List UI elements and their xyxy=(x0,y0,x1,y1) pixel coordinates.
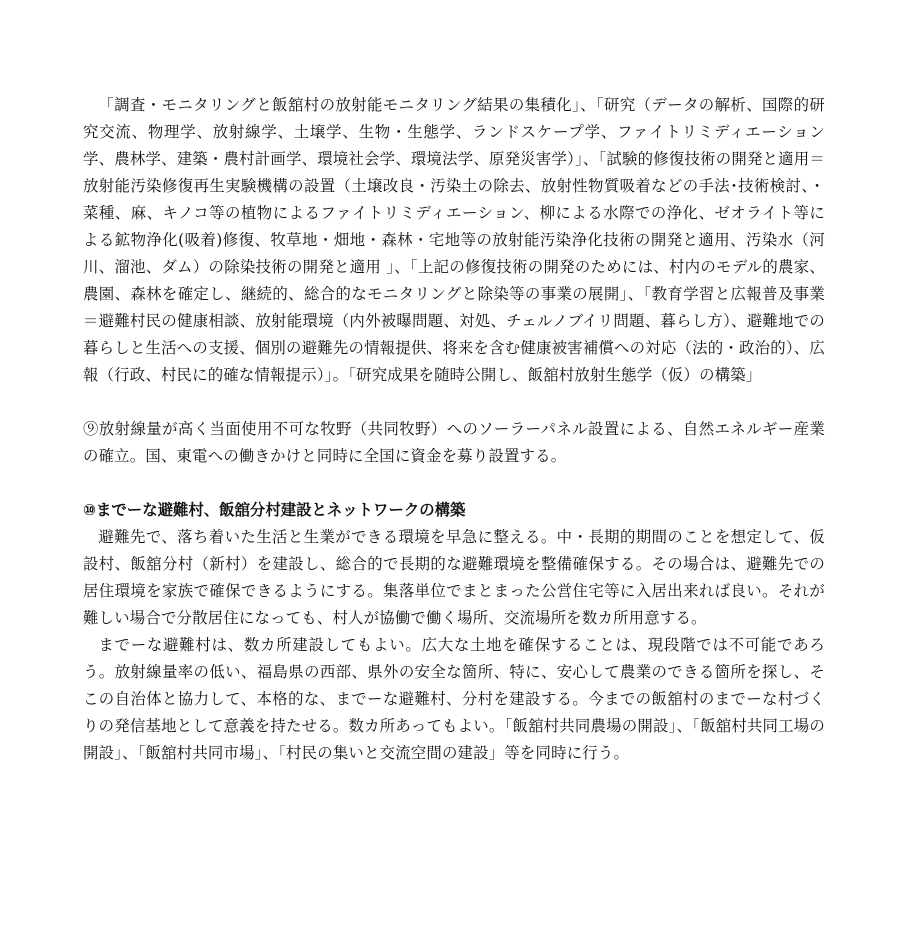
spacer xyxy=(83,470,825,497)
paragraph-item-9: ⑨放射線量が高く当面使用不可な牧野（共同牧野）へのソーラーパネル設置による、自然エネルギー産業の確立。国、東電への働きかけと同時に全国に資金を募り設置する。 xyxy=(83,420,825,465)
section-heading-10: ⑩までーな避難村、飯舘分村建設とネットワークの構築 xyxy=(83,501,466,519)
spacer xyxy=(83,389,825,416)
paragraph-research-program: 「調査・モニタリングと飯舘村の放射能モニタリング結果の集積化」、「研究（データの解析、国際的研究交流、物理学、放射線学、土壌学、生物・生態学、ランドスケープ学、ファイトリミディエーション学、農林学、建築・農村計画学、環境社会学、環境法学、原発災害学）」、「試験的修復技術の開発と適用＝放射能汚染修復再生実験機構の設置（土壌改良・汚染土の除去、放射性物質吸着などの手法･技術検討、・菜種、麻、キノコ等の植物によるファイトリミディエーション、柳による水際での浄化、ゼオライト等による鉱物浄化(吸着)修復、牧草地・畑地・森林・宅地等の放射能汚染浄化技術の開発と適用、汚染水（河川、溜池、ダム）の除染技術の開発と適用 」、「上記の修復技術の開発のためには、村内のモデル的農家、農園、森林を確定し、継続的、総合的なモニタリングと除染等の事業の展開」、「教育学習と広報普及事業＝避難村民の健康相談、放射能環境（内外被曝問題、対処、チェルノブイリ問題、暮らし方）、避難地での暮らしと生活への支援、個別の避難先の情報提供、将来を含む健康被害補償への対応（法的・政治的）、広報（行政、村民に的確な情報提示）」。「研究成果を随時公開し、飯舘村放射生態学（仮）の構築」 xyxy=(83,96,825,384)
paragraph-item-10-a: 避難先で、落ち着いた生活と生業ができる環境を早急に整える。中・長期的期間のことを想定して、仮設村、飯舘分村（新村）を建設し、総合的で長期的な避難環境を整備確保する。その場合は、避難先での居住環境を家族で確保できるようにする。集落単位でまとまった公営住宅等に入居出来れば良い。それが難しい場合で分散居住になっても、村人が協働で働く場所、交流場所を数カ所用意する。 xyxy=(83,528,825,627)
document-body xyxy=(83,92,825,767)
paragraph-item-10-b: までーな避難村は、数カ所建設してもよい。広大な土地を確保することは、現段階では不可能であろう。放射線量率の低い、福島県の西部、県外の安全な箇所、特に、安心して農業のできる箇所を探し、そこの自治体と協力して、本格的な、までーな避難村、分村を建設する。今までの飯舘村のまでーな村づくりの発信基地として意義を持たせる。数カ所あってもよい。「飯舘村共同農場の開設」、「飯舘村共同工場の開設」、「飯舘村共同市場」、「村民の集いと交流空間の建設」等を同時に行う。 xyxy=(83,636,825,762)
